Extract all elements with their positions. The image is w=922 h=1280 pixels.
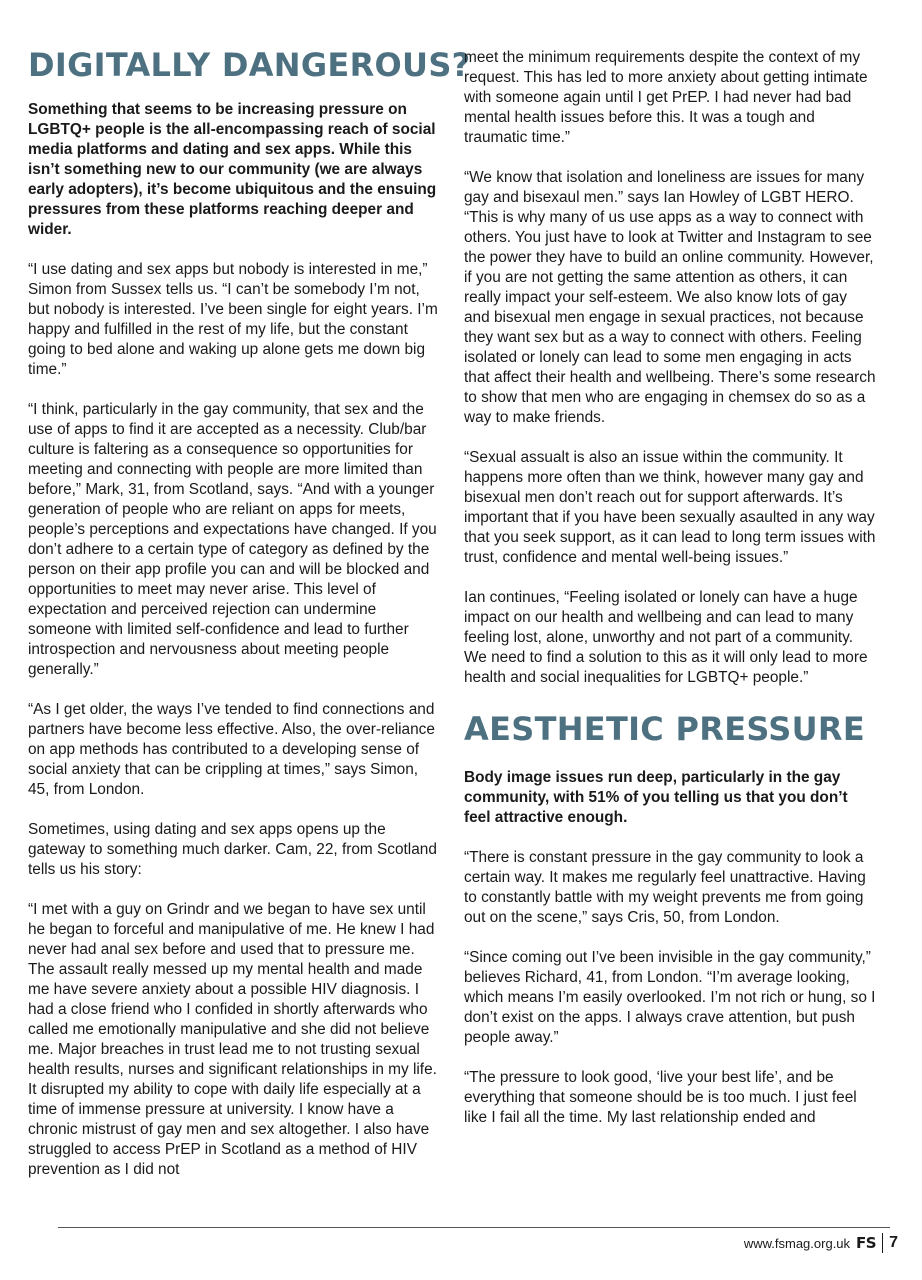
fs-logo: FS [856, 1234, 877, 1252]
right-column [464, 48, 876, 1148]
body-paragraph: “The pressure to look good, ‘live your best life’, and be everything that someone should be is too much. I just feel like I fail all the time. My last relationship ended and [464, 1069, 857, 1126]
body-paragraph: “Sexual assualt is also an issue within the community. It happens more often than we think, however many gay and bisexual men don’t reach out for support afterwards. It’s important that if you have been sexually asaulted in any way that you seek support, as it can lead to long term issues with trust, confidence and mental well-being issues.” [464, 449, 876, 566]
body-paragraph: “Since coming out I’ve been invisible in the gay community,” believes Richard, 41, from London. “I’m average looking, which means I’m easily overlooked. I’m not rich or hung, so I don’t exist on the apps. I always crave attention, but push people away.” [464, 949, 876, 1046]
body-paragraph: Ian continues, “Feeling isolated or lonely can have a huge impact on our health and wellbeing and can lead to many feeling lost, alone, unworthy and not part of a community. We need to find a solution to this as it will only lead to more health and social inequalities for LGBTQ+ people.” [464, 589, 868, 686]
body-paragraph: “I use dating and sex apps but nobody is interested in me,” Simon from Sussex tells us. “I can’t be somebody I’m not, but nobody is interested. I’ve been single for eight years. I’m happy and fulfilled in the rest of my life, but the constant going to bed alone and waking up alone gets me down big time.” [28, 261, 438, 378]
section-heading-digitally-dangerous: DIGITALLY DANGEROUS? [28, 46, 471, 84]
body-paragraph: “We know that isolation and loneliness are issues for many gay and bisexaul men.” says Ian Howley of LGBT HERO. “This is why many of us use apps as a way to connect with others. You just have to look at Twitter and Instagram to see the power they have to build an online community. However, if you are not getting the same attention as others, it can really impact your self-esteem. We also know lots of gay and bisexual men engage in sexual practices, not because they want sex but as a way to connect with others. Feeling isolated or lonely can lead to some men engaging in acts that affect their health and wellbeing. There’s some research to show that men who are engaging in chemsex do so as a way to make friends. [464, 169, 876, 426]
body-paragraph: meet the minimum requirements despite the context of my request. This has led to more anxiety about getting intimate with someone again until I get PrEP. I had never had bad mental health issues before this. It was a tough and traumatic time.” [464, 49, 868, 146]
intro-paragraph: Something that seems to be increasing pressure on LGBTQ+ people is the all-encompassing reach of social media platforms and dating and sex apps. While this isn’t something new to our community (we are always early adopters), it’s become ubiquitous and the ensuing pressures from these platforms reaching deeper and wider. [28, 101, 437, 238]
footer-divider [58, 1227, 890, 1228]
section-heading-aesthetic-pressure: AESTHETIC PRESSURE [464, 710, 865, 748]
body-paragraph: “I met with a guy on Grindr and we began to have sex until he began to forceful and manipulative of me. He knew I had never had anal sex before and used that to pressure me. The assault really messed up my mental health and made me have severe anxiety about a possible HIV diagnosis. I had a close friend who I confided in shortly afterwards who called me emotionally manipulative and she did not believe me. Major breaches in trust lead me to not trusting sexual health results, nurses and significant relationships in my life. It disrupted my ability to cope with daily life especially at a time of immense pressure at university. I know have a chronic mistrust of gay men and sex altogether. I also have struggled to access PrEP in Scotland as a method of HIV prevention as I did not [28, 901, 437, 1178]
left-column [28, 44, 471, 1200]
footer-separator [882, 1233, 883, 1253]
body-paragraph: Sometimes, using dating and sex apps opens up the gateway to something much darker. Cam, 22, from Scotland tells us his story: [28, 821, 437, 878]
body-paragraph: “There is constant pressure in the gay community to look a certain way. It makes me regularly feel unattractive. Having to constantly battle with my weight prevents me from going out on the scene,” says Cris, 50, from London. [464, 849, 866, 926]
body-paragraph: “I think, particularly in the gay community, that sex and the use of apps to find it are accepted as a necessity. Club/bar culture is faltering as a consequence so opportunities for meeting and connecting with people are more limited than before,” Mark, 31, from Scotland, says. “And with a younger generation of people who are reliant on apps for meets, people’s perceptions and expectations have changed. If you don’t adhere to a certain type of category as defined by the person on their app profile you can and will be blocked and opportunities to meet may never arise. This level of expectation and perceived rejection can undermine someone with limited self-confidence and lead to further introspection and nervousness about meeting people generally.” [28, 401, 437, 678]
intro-paragraph: Body image issues run deep, particularly in the gay community, with 51% of you telling us that you don’t feel attractive enough. [464, 769, 848, 826]
page-number: 7 [889, 1234, 898, 1251]
page-footer [744, 1232, 898, 1254]
footer-url-link[interactable]: www.fsmag.org.uk [743, 1235, 851, 1251]
body-paragraph: “As I get older, the ways I’ve tended to find connections and partners have become less effective. Also, the over-reliance on app methods has contributed to a developing sense of social anxiety that can be crippling at times,” says Simon, 45, from London. [28, 701, 435, 798]
